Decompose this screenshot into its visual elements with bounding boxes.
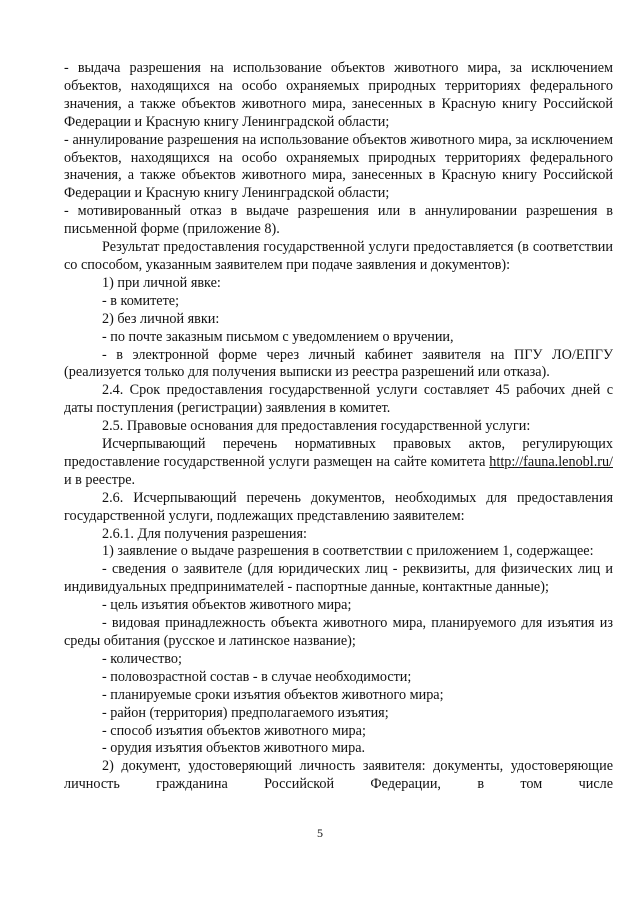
- list-item-purpose: - цель изъятия объектов животного мира;: [102, 597, 352, 614]
- paragraph-2-4-term: 2.4. Срок предоставления государственной услуги составляет 45 рабочих дней с даты поступления (регистрации) заявления в комитет.: [64, 382, 613, 417]
- page-number: 5: [317, 826, 323, 840]
- list-item-applicant-info: - сведения о заявителе (для юридических лиц - реквизиты, для физических лиц и индивидуальных предпринимателей - паспортные данные, контактные данные);: [64, 561, 613, 596]
- paragraph-permit-issuance: - выдача разрешения на использование объектов животного мира, за исключением объектов, находящихся на особо охраняемых природных территориях федерального значения, а также объектов животного мира, занесенных в Красную книгу Российской Федерации и Красную книгу Ленинградской области;: [64, 60, 613, 130]
- list-item-area: - район (территория) предполагаемого изъятия;: [102, 704, 389, 721]
- paragraph-2-6-documents: 2.6. Исчерпывающий перечень документов, необходимых для предоставления государственной услуги, подлежащих представлению заявителем:: [64, 489, 613, 524]
- list-item-terms: - планируемые сроки изъятия объектов животного мира;: [102, 686, 444, 703]
- paragraph-identity-document: 2) документ, удостоверяющий личность заявителя: документы, удостоверяющие личность гражданина Российской Федерации, в том числе: [64, 758, 613, 793]
- paragraph-result-delivery: Результат предоставления государственной услуги предоставляется (в соответствии со способом, указанным заявителем при подаче заявления и документов):: [64, 239, 613, 273]
- paragraph-2-6-1: 2.6.1. Для получения разрешения:: [102, 525, 307, 542]
- legal-acts-tail: и в реестре.: [64, 471, 136, 488]
- paragraph-refusal: - мотивированный отказ в выдаче разрешения или в аннулировании разрешения в письменной форме (приложение 8).: [64, 203, 613, 238]
- paragraph-2-5-legal-basis: 2.5. Правовые основания для предоставления государственной услуги:: [102, 418, 531, 435]
- document-body: [64, 60, 613, 794]
- list-item-tools: - орудия изъятия объектов животного мира.: [102, 740, 366, 757]
- list-item-sex-age: - половозрастной состав - в случае необходимости;: [102, 668, 412, 685]
- paragraph-not-in-person: 2) без личной явки:: [102, 310, 220, 327]
- list-item-quantity: - количество;: [102, 650, 182, 667]
- paragraph-legal-acts-list: [64, 436, 613, 490]
- paragraph-application: 1) заявление о выдаче разрешения в соответствии с приложением 1, содержащее:: [102, 543, 594, 560]
- committee-site-link[interactable]: http://fauna.lenobl.ru/: [489, 453, 613, 470]
- list-item-method: - способ изъятия объектов животного мира;: [102, 722, 366, 739]
- paragraph-in-person: 1) при личной явке:: [102, 274, 221, 291]
- paragraph-permit-annulment: - аннулирование разрешения на использование объектов животного мира, за исключением объектов, находящихся на особо охраняемых природных территориях федерального значения, а также объектов животного мира, занесенных в Красную книгу Российской Федерации и Красную книгу Ленинградской области;: [64, 131, 613, 202]
- legal-acts-text: Исчерпывающий перечень нормативных правовых актов, регулирующих предоставление государственной услуги размещен на сайте комитета: [64, 436, 613, 470]
- list-item-species: - видовая принадлежность объекта животного мира, планируемого для изъятия из среды обитания (русское и латинское название);: [64, 615, 613, 649]
- paragraph-by-mail: - по почте заказным письмом с уведомлением о вручении,: [102, 328, 454, 345]
- paragraph-electronic-form: - в электронной форме через личный кабинет заявителя на ПГУ ЛО/ЕПГУ (реализуется только для получения выписки из реестра разрешений или отказа).: [64, 346, 613, 381]
- paragraph-at-committee: - в комитете;: [102, 292, 180, 309]
